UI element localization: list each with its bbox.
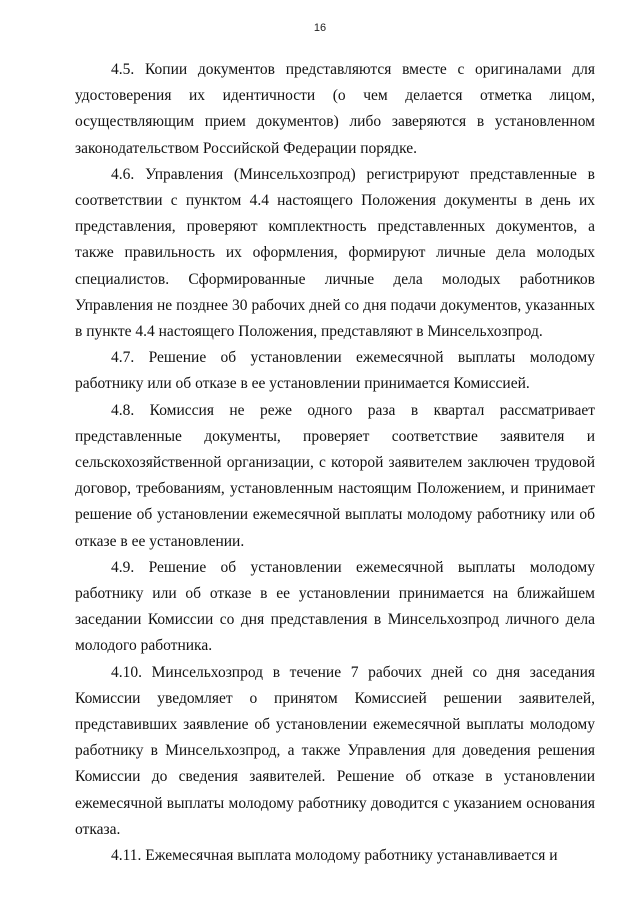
page-number: 16 xyxy=(313,22,327,34)
paragraph-4-7: 4.7. Решение об установлении ежемесячной выплаты молодому работнику или об отказе в ее установлении принимается Комиссией. xyxy=(75,349,595,393)
document-body xyxy=(75,57,595,869)
paragraph-4-10: 4.10. Минсельхозпрод в течение 7 рабочих дней со дня заседания Комиссии уведомляет о принятом Комиссией решении заявителей, представивших заявление об установлении ежемесячной выплаты молодому работнику в Минсельхозпрод, а также Управления для доведения решения Комиссии до сведения заявителей. Решение об отказе в установлении ежемесячной выплаты молодому работнику доводится с указанием основания отказа. xyxy=(75,663,595,838)
paragraph-4-9: 4.9. Решение об установлении ежемесячной выплаты молодому работнику или об отказе в ее установлении принимается на ближайшем заседании Комиссии со дня представления в Минсельхозпрод личного дела молодого работника. xyxy=(75,558,595,655)
paragraph-4-6: 4.6. Управления (Минсельхозпрод) регистрируют представленные в соответствии с пунктом 4.4 настоящего Положения документы в день их представления, проверяют комплектность представленных документов, а также правильность их оформления, формируют личные дела молодых специалистов. Сформированные личные дела молодых работников Управления не позднее 30 рабочих дней со дня подачи документов, указанных в пункте 4.4 настоящего Положения, представляют в Минсельхозпрод. xyxy=(75,165,595,341)
paragraph-4-11: 4.11. Ежемесячная выплата молодому работнику устанавливается и xyxy=(111,847,558,865)
paragraph-4-8: 4.8. Комиссия не реже одного раза в квартал рассматривает представленные документы, проверяет соответствие заявителя и сельскохозяйственной организации, с которой заявителем заключен трудовой договор, требованиям, установленным настоящим Положением, и принимает решение об установлении ежемесячной выплаты молодому работнику или об отказе в ее установлении. xyxy=(75,401,595,550)
paragraph-4-5: 4.5. Копии документов представляются вместе с оригиналами для удостоверения их идентичности (о чем делается отметка лицом, осуществляющим прием документов) либо заверяются в установленном законодательством Российской Федерации порядке. xyxy=(75,61,595,157)
